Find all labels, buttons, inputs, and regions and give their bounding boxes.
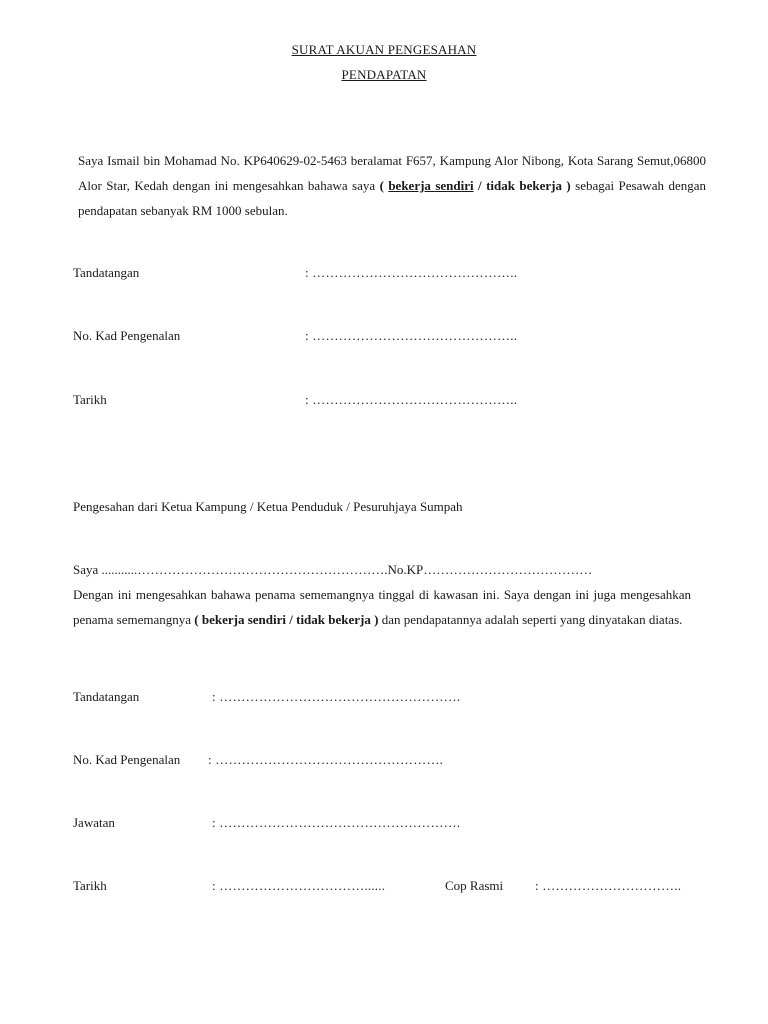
applicant-ic-label: No. Kad Pengenalan [73,328,181,343]
declaration-paragraph [78,148,706,223]
document-title-line1: SURAT AKUAN PENGESAHAN [291,42,477,57]
officer-date-field: : ……………………………...... [212,878,386,893]
status-open: ( [379,178,389,193]
officer-date-label: Tarikh [73,878,107,893]
verification-body-start: Dengan ini mengesahkan bahawa penama sememangnya tinggal di kawasan ini. Saya dengan ini juga mengesahkan penama sememangnya [73,587,691,627]
applicant-signature-field: : ……………………………………….. [305,265,518,280]
verification-body-end: dan pendapatannya adalah seperti yang dinyatakan diatas. [378,612,683,627]
applicant-date-field: : ……………………………………….. [305,392,518,407]
officer-ic-field: : ……………………………………………. [208,752,444,767]
applicant-ic-field: : ……………………………………….. [305,328,518,343]
officer-ic-label: No. Kad Pengenalan [73,752,181,767]
declaration-intro: Saya Ismail bin Mohamad No. KP640629-02-5463 beralamat F657, Kampung Alor Nibong, Kota Sarang Semut,06800 Alor Star, Kedah dengan ini mengesahkan bahawa saya [78,153,706,193]
verification-status: ( bekerja sendiri / tidak bekerja ) [194,612,379,627]
officer-position-field: : ………………………………………………. [212,815,461,830]
stamp-label: Cop Rasmi [445,878,504,893]
verification-paragraph [73,582,691,632]
status-other: tidak bekerja ) [486,178,571,193]
status-selected: bekerja sendiri [388,178,474,193]
officer-signature-label: Tandatangan [73,689,140,704]
applicant-signature-label: Tandatangan [73,265,140,280]
officer-position-label: Jawatan [73,815,115,830]
verification-heading: Pengesahan dari Ketua Kampung / Ketua Penduduk / Pesuruhjaya Sumpah [73,499,463,514]
declaration-outro: sebagai Pesawah dengan pendapatan sebanyak RM 1000 sebulan. [78,178,706,218]
officer-signature-field: : ………………………………………………. [212,689,461,704]
stamp-field: : ………………………….. [535,878,682,893]
document-title-line2: PENDAPATAN [341,67,427,82]
applicant-date-label: Tarikh [73,392,107,407]
status-separator: / [473,178,487,193]
verifier-name-line: Saya ...........………………………………………………….No.KP………………………………… [73,562,593,577]
